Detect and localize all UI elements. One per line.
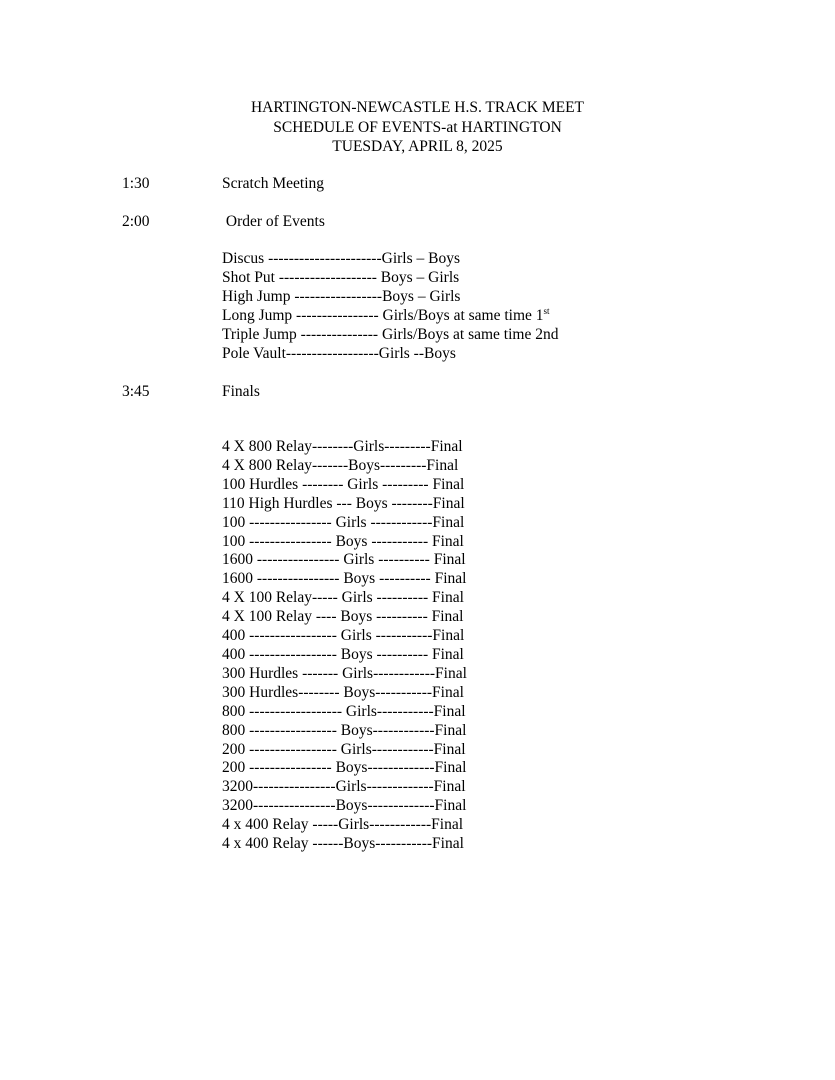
schedule-title: SCHEDULE OF EVENTS-at HARTINGTON (273, 118, 562, 136)
document-header (0, 98, 835, 157)
schedule-time: 1:30 (122, 175, 150, 192)
final-event-item: 200 ----------------- Girls------------Final (222, 740, 466, 758)
final-event-item: 3200----------------Girls-------------Final (222, 778, 466, 796)
final-event-item: 800 ------------------ Girls-----------Final (222, 702, 466, 720)
final-event-item: 300 Hurdles ------- Girls------------Final (222, 664, 467, 682)
final-event-item: 4 X 800 Relay--------Girls---------Final (222, 438, 463, 455)
schedule-row-scratch (122, 174, 324, 193)
final-event-item: 3200----------------Boys-------------Final (222, 797, 467, 815)
final-event-item: 4 x 400 Relay -----Girls------------Final (222, 816, 464, 834)
final-event-item: 400 ----------------- Girls -----------Final (222, 627, 465, 645)
meet-title: HARTINGTON-NEWCASTLE H.S. TRACK MEET (250, 99, 585, 116)
final-event-item: 4 X 100 Relay ---- Boys ---------- Final (222, 608, 464, 626)
final-event-item: 1600 ---------------- Boys ---------- Final (222, 570, 467, 588)
meet-date: TUESDAY, APRIL 8, 2025 (332, 138, 503, 155)
final-event-item: 1600 ---------------- Girls ---------- Final (222, 551, 466, 569)
final-event-item: 800 ----------------- Boys------------Final (222, 721, 467, 739)
finals-events-list (222, 438, 467, 854)
field-event-item: Triple Jump --------------- Girls/Boys at same time 2nd (222, 325, 559, 343)
schedule-label: Finals (222, 383, 260, 400)
field-event-text: Long Jump ---------------- Girls/Boys at same time 1 (222, 306, 544, 324)
schedule-row-finals (122, 382, 260, 401)
schedule-time: 2:00 (122, 213, 150, 230)
final-event-item: 100 ---------------- Boys ----------- Final (222, 532, 464, 550)
final-event-item: 400 ----------------- Boys ---------- Final (222, 645, 464, 663)
ordinal-suffix: st (543, 305, 550, 316)
schedule-time: 3:45 (122, 383, 150, 400)
final-event-item: 100 ---------------- Girls ------------Final (222, 513, 465, 531)
field-events-list (222, 250, 558, 363)
field-event-item: Pole Vault------------------Girls --Boys (222, 344, 456, 362)
schedule-label: Order of Events (222, 213, 325, 230)
final-event-item: 4 X 100 Relay----- Girls ---------- Final (222, 589, 464, 607)
field-event-item (222, 307, 558, 326)
final-event-item: 300 Hurdles-------- Boys-----------Final (222, 683, 464, 701)
schedule-label: Scratch Meeting (222, 175, 325, 192)
schedule-row-order (122, 212, 325, 231)
final-event-item: 4 X 800 Relay-------Boys---------Final (222, 456, 459, 474)
final-event-item: 200 ---------------- Boys-------------Final (222, 759, 467, 777)
final-event-item: 100 Hurdles -------- Girls --------- Final (222, 475, 465, 493)
field-event-item: Discus ----------------------Girls – Boys (222, 250, 460, 267)
final-event-item: 110 High Hurdles --- Boys --------Final (222, 494, 465, 512)
field-event-item: Shot Put ------------------- Boys – Girls (222, 268, 460, 286)
final-event-item: 4 x 400 Relay ------Boys-----------Final (222, 835, 464, 853)
field-event-item: High Jump -----------------Boys – Girls (222, 287, 461, 305)
